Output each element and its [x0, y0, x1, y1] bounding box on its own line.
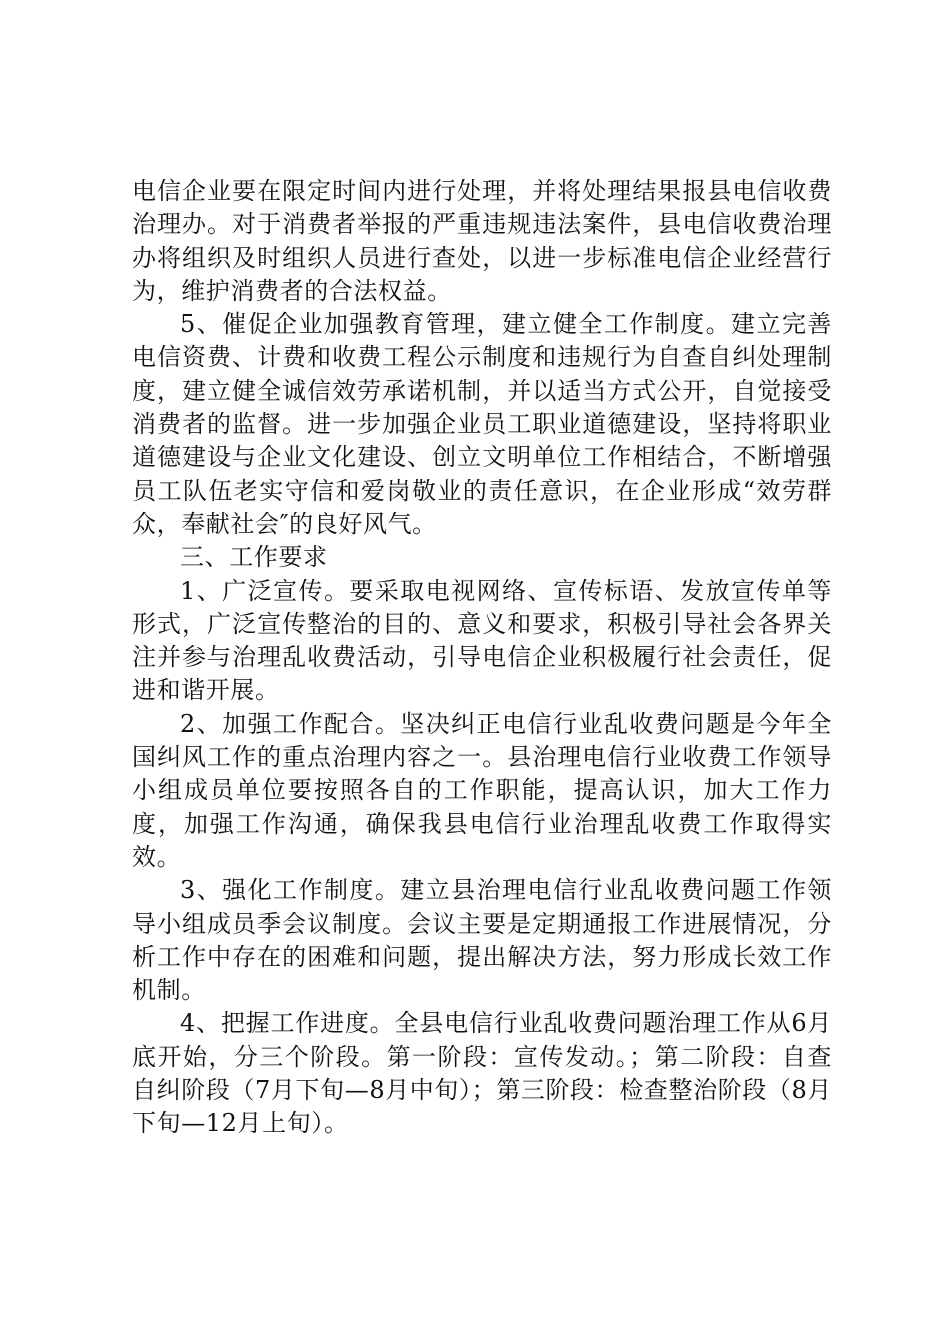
paragraph-requirement-4: 4、把握工作进度。全县电信行业乱收费问题治理工作从6月底开始，分三个阶段。第一阶段：宣传发动。；第二阶段：自查自纠阶段（7月下旬—8月中旬）；第三阶段：检查整治阶段（8月下旬—12月上旬）。	[132, 1009, 832, 1138]
paragraph-continuation: 电信企业要在限定时间内进行处理，并将处理结果报县电信收费治理办。对于消费者举报的严重违规违法案件，县电信收费治理办将组织及时组织人员进行查处，以进一步标准电信企业经营行为，维护消费者的合法权益。	[132, 177, 832, 305]
paragraph-requirement-3: 3、强化工作制度。建立县治理电信行业乱收费问题工作领导小组成员季会议制度。会议主要是定期通报工作进展情况，分析工作中存在的困难和问题，提出解决方法，努力形成长效工作机制。	[132, 876, 832, 1005]
paragraph-requirement-1: 1、广泛宣传。要采取电视网络、宣传标语、发放宣传单等形式，广泛宣传整治的目的、意义和要求，积极引导社会各界关注并参与治理乱收费活动，引导电信企业积极履行社会责任，促进和谐开展。	[132, 576, 832, 705]
section-heading-work-requirements: 三、工作要求	[180, 543, 328, 572]
paragraph-requirement-2: 2、加强工作配合。坚决纠正电信行业乱收费问题是今年全国纠风工作的重点治理内容之一。县治理电信行业收费工作领导小组成员单位要按照各自的工作职能，提高认识，加大工作力度，加强工作沟通，确保我县电信行业治理乱收费工作取得实效。	[132, 709, 832, 871]
document-body	[132, 175, 832, 1141]
paragraph-item-5: 5、催促企业加强教育管理，建立健全工作制度。建立完善电信资费、计费和收费工程公示制度和违规行为自查自纠处理制度，建立健全诚信效劳承诺机制，并以适当方式公开，自觉接受消费者的监督。进一步加强企业员工职业道德建设，坚持将职业道德建设与企业文化建设、创立文明单位工作相结合，不断增强员工队伍老实守信和爱岗敬业的责任意识，在企业形成“效劳群众，奉献社会″的良好风气。	[132, 310, 832, 538]
